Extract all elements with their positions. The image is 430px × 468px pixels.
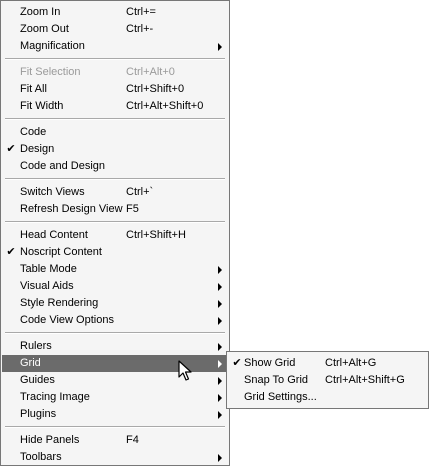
menu-item-switch-views[interactable]	[2, 184, 228, 201]
submenu-item-label: Snap To Grid	[244, 374, 309, 386]
menu-item-label: Style Rendering	[20, 297, 99, 309]
menu-item-grid[interactable]	[2, 355, 228, 372]
submenu-item-shortcut: Ctrl+Alt+G	[325, 357, 377, 369]
menu-item-label: Code	[20, 126, 47, 138]
menu-item-rulers[interactable]	[2, 338, 228, 355]
menu-item-label: Hide Panels	[20, 434, 80, 446]
menu-item-hide-panels[interactable]	[2, 432, 228, 449]
menu-separator	[5, 118, 225, 120]
checkmark-icon: ✔	[6, 246, 16, 258]
menu-item-shortcut: Ctrl+`	[126, 186, 154, 198]
menu-item-code[interactable]	[2, 124, 228, 141]
submenu-arrow-icon	[218, 454, 222, 462]
submenu-arrow-icon	[218, 317, 222, 325]
menu-item-label: Code and Design	[20, 160, 106, 172]
menu-item-zoom-out[interactable]	[2, 21, 228, 38]
menu-item-visual-aids[interactable]	[2, 278, 228, 295]
menu-item-shortcut: Ctrl+Shift+H	[126, 229, 186, 241]
submenu-arrow-icon	[218, 377, 222, 385]
menu-item-label: Rulers	[20, 340, 52, 352]
menu-item-shortcut: F4	[126, 434, 139, 446]
menu-item-label: Visual Aids	[20, 280, 74, 292]
submenu-arrow-icon	[218, 360, 222, 368]
menu-item-shortcut: Ctrl+-	[126, 23, 154, 35]
menu-item-style-rendering[interactable]	[2, 295, 228, 312]
grid-submenu	[226, 351, 429, 409]
menu-item-design[interactable]	[2, 141, 228, 158]
menu-item-refresh-design-view[interactable]	[2, 201, 228, 218]
menu-item-label: Switch Views	[20, 186, 85, 198]
menu-separator	[5, 58, 225, 60]
submenu-item-label: Grid Settings...	[244, 391, 317, 403]
menu-item-label: Code View Options	[20, 314, 114, 326]
menu-item-toolbars[interactable]	[2, 449, 228, 466]
menu-item-tracing-image[interactable]	[2, 389, 228, 406]
menu-item-shortcut: Ctrl+=	[126, 6, 156, 18]
submenu-arrow-icon	[218, 300, 222, 308]
submenu-item-grid-settings[interactable]	[228, 389, 428, 406]
menu-item-label: Grid	[20, 357, 41, 369]
menu-item-guides[interactable]	[2, 372, 228, 389]
menu-item-shortcut: Ctrl+Shift+0	[126, 83, 185, 95]
submenu-arrow-icon	[218, 43, 222, 51]
menu-item-label: Plugins	[20, 408, 57, 420]
checkmark-icon: ✔	[232, 357, 242, 369]
submenu-item-label: Show Grid	[244, 357, 296, 369]
menu-item-label: Noscript Content	[20, 246, 102, 258]
submenu-arrow-icon	[218, 283, 222, 291]
menu-item-zoom-in[interactable]	[2, 4, 228, 21]
menu-item-label: Fit Width	[20, 100, 64, 112]
menu-item-label: Fit Selection	[20, 66, 81, 78]
menu-item-label: Magnification	[20, 40, 85, 52]
menu-item-table-mode[interactable]	[2, 261, 228, 278]
menu-item-fit-width[interactable]	[2, 98, 228, 115]
menu-item-code-view-options[interactable]	[2, 312, 228, 329]
menu-separator	[5, 426, 225, 428]
menu-separator	[5, 332, 225, 334]
submenu-arrow-icon	[218, 394, 222, 402]
submenu-item-snap-to-grid[interactable]	[228, 372, 428, 389]
submenu-item-shortcut: Ctrl+Alt+Shift+G	[325, 374, 405, 386]
menu-item-label: Refresh Design View	[20, 203, 123, 215]
menu-item-label: Zoom Out	[20, 23, 69, 35]
menu-separator	[5, 178, 225, 180]
menu-separator	[5, 221, 225, 223]
submenu-arrow-icon	[218, 266, 222, 274]
menu-item-label: Tracing Image	[20, 391, 90, 403]
menu-item-label: Guides	[20, 374, 55, 386]
submenu-item-show-grid[interactable]	[228, 355, 428, 372]
mouse-pointer-icon	[178, 360, 194, 384]
menu-item-head-content[interactable]	[2, 227, 228, 244]
menu-item-label: Fit All	[20, 83, 47, 95]
menu-item-shortcut: Ctrl+Alt+0	[126, 66, 175, 78]
menu-item-plugins[interactable]	[2, 406, 228, 423]
menu-item-fit-selection[interactable]	[2, 64, 228, 81]
menu-item-code-and-design[interactable]	[2, 158, 228, 175]
submenu-arrow-icon	[218, 411, 222, 419]
menu-item-shortcut: F5	[126, 203, 139, 215]
menu-item-label: Toolbars	[20, 451, 62, 463]
checkmark-icon: ✔	[6, 143, 16, 155]
menu-item-noscript-content[interactable]	[2, 244, 228, 261]
menu-item-label: Table Mode	[20, 263, 77, 275]
menu-item-label: Zoom In	[20, 6, 61, 18]
menu-item-label: Design	[20, 143, 55, 155]
menu-item-fit-all[interactable]	[2, 81, 228, 98]
menu-item-shortcut: Ctrl+Alt+Shift+0	[126, 100, 204, 112]
menu-item-magnification[interactable]	[2, 38, 228, 55]
menu-item-label: Head Content	[20, 229, 88, 241]
submenu-arrow-icon	[218, 343, 222, 351]
